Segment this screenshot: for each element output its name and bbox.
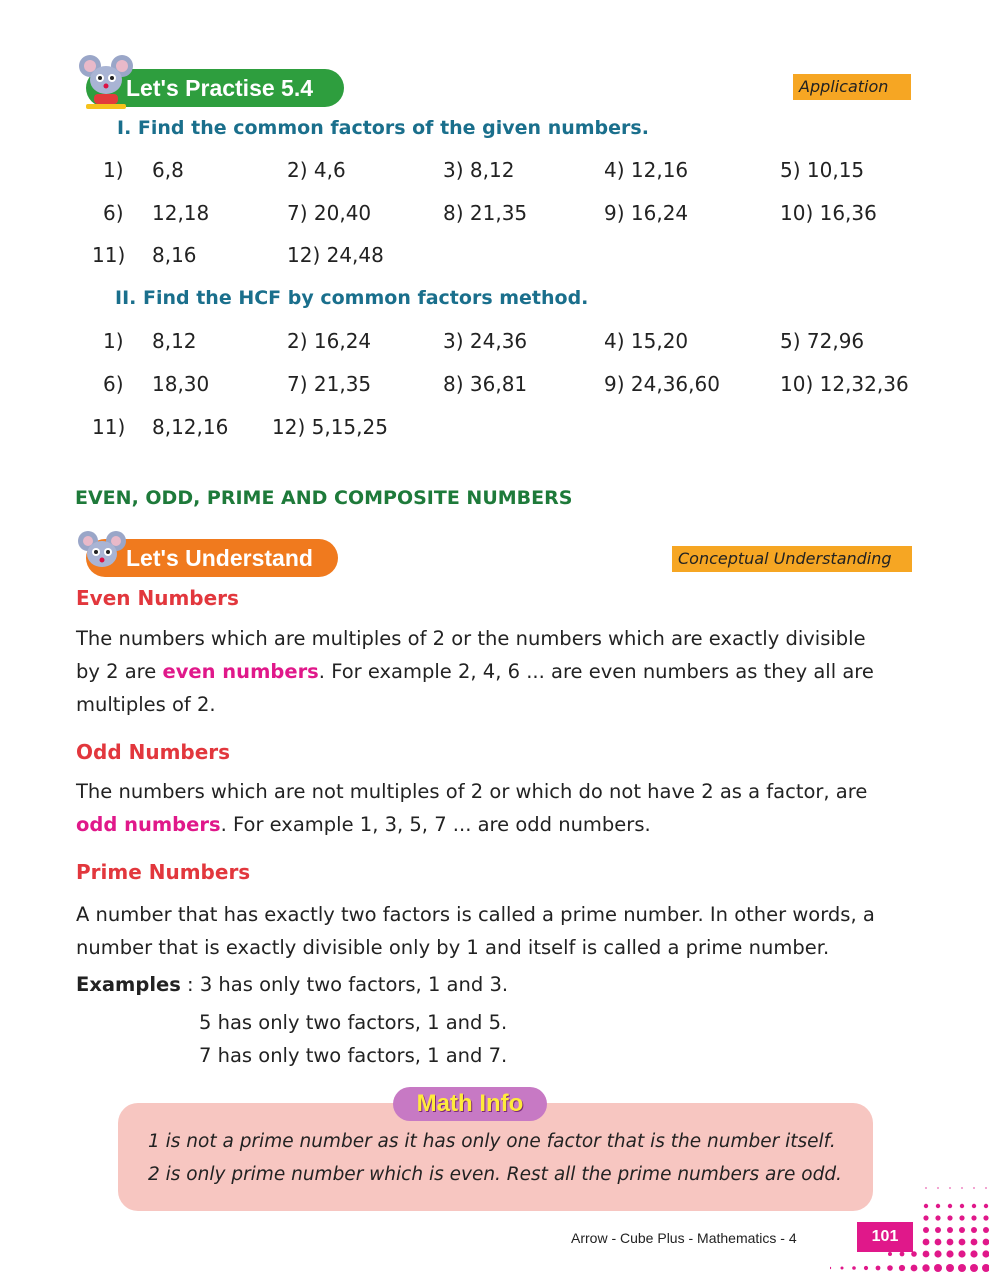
mouse-mascot-icon bbox=[76, 50, 136, 112]
q1-item-value: 12) 24,48 bbox=[287, 243, 384, 267]
q2-item-value: 5) 72,96 bbox=[780, 329, 865, 353]
q2-item-value: 9) 24,36,60 bbox=[604, 372, 720, 396]
q2-item-number: 11) bbox=[92, 415, 126, 439]
section-title: EVEN, ODD, PRIME AND COMPOSITE NUMBERS bbox=[75, 487, 573, 509]
prime-line-1: A number that has exactly two factors is called a prime number. In other words, a bbox=[76, 903, 875, 926]
prime-numbers-heading: Prime Numbers bbox=[76, 860, 251, 884]
example-item: 5 has only two factors, 1 and 5. bbox=[199, 1011, 508, 1034]
even-line-3: multiples of 2. bbox=[76, 693, 216, 716]
practise-banner-label: Let's Practise 5.4 bbox=[126, 75, 314, 101]
even-line-2-post: . For example 2, 4, 6 ... are even numbers as they all are bbox=[318, 660, 874, 683]
understand-banner-label: Let's Understand bbox=[126, 545, 313, 571]
q2-item-value: 8,12,16 bbox=[152, 415, 229, 439]
question-2-heading: II. Find the HCF by common factors method. bbox=[115, 287, 589, 309]
q2-item-value: 8,12 bbox=[152, 329, 197, 353]
even-numbers-highlight: even numbers bbox=[162, 660, 319, 683]
footer-book-title: Arrow - Cube Plus - Mathematics - 4 bbox=[571, 1230, 797, 1246]
q2-item-value: 12) 5,15,25 bbox=[272, 415, 388, 439]
q1-item-value: 9) 16,24 bbox=[604, 201, 689, 225]
q1-item-value: 2) 4,6 bbox=[287, 158, 346, 182]
q2-item-value: 10) 12,32,36 bbox=[780, 372, 909, 396]
prime-line-2: number that is exactly divisible only by 1 and itself is called a prime number. bbox=[76, 936, 830, 959]
q2-item-value: 4) 15,20 bbox=[604, 329, 689, 353]
q1-item-value: 6,8 bbox=[152, 158, 184, 182]
even-line-1: The numbers which are multiples of 2 or the numbers which are exactly divisible bbox=[76, 627, 866, 650]
mouse-mascot-icon bbox=[76, 527, 128, 575]
odd-line-1: The numbers which are not multiples of 2 or which do not have 2 as a factor, are bbox=[76, 780, 868, 803]
prime-numbers-paragraph bbox=[76, 898, 916, 964]
q1-item-value: 3) 8,12 bbox=[443, 158, 515, 182]
odd-numbers-highlight: odd numbers bbox=[76, 813, 221, 836]
q1-item-value: 7) 20,40 bbox=[287, 201, 372, 225]
q2-item-value: 18,30 bbox=[152, 372, 210, 396]
even-line-2 bbox=[76, 655, 916, 688]
page-number: 101 bbox=[857, 1222, 913, 1252]
even-numbers-paragraph bbox=[76, 622, 916, 721]
example-item: 3 has only two factors, 1 and 3. bbox=[199, 973, 509, 996]
odd-numbers-paragraph bbox=[76, 775, 916, 841]
q1-item-value: 10) 16,36 bbox=[780, 201, 877, 225]
q1-item-number: 11) bbox=[92, 243, 126, 267]
q1-item-value: 8) 21,35 bbox=[443, 201, 528, 225]
q1-item-value: 5) 10,15 bbox=[780, 158, 865, 182]
question-1-heading: I. Find the common factors of the given numbers. bbox=[117, 117, 649, 139]
q2-item-number: 6) bbox=[103, 372, 124, 396]
q1-item-value: 8,16 bbox=[152, 243, 197, 267]
odd-line-2 bbox=[76, 808, 916, 841]
q2-item-value: 2) 16,24 bbox=[287, 329, 372, 353]
q2-item-value: 8) 36,81 bbox=[443, 372, 528, 396]
conceptual-understanding-tag: Conceptual Understanding bbox=[672, 546, 912, 572]
q1-item-value: 4) 12,16 bbox=[604, 158, 689, 182]
dot-pattern-decoration bbox=[830, 1180, 989, 1280]
examples-line bbox=[76, 968, 508, 1001]
odd-numbers-heading: Odd Numbers bbox=[76, 740, 231, 764]
examples-colon: : bbox=[180, 973, 200, 996]
even-numbers-heading: Even Numbers bbox=[76, 586, 239, 610]
q1-item-number: 1) bbox=[103, 158, 124, 182]
math-info-line-2: 2 is only prime number which is even. Rest all the prime numbers are odd. bbox=[148, 1164, 842, 1185]
application-tag: Application bbox=[793, 74, 911, 100]
example-item: 7 has only two factors, 1 and 7. bbox=[199, 1044, 508, 1067]
even-line-2-pre: by 2 are bbox=[76, 660, 163, 683]
odd-line-2-post: . For example 1, 3, 5, 7 ... are odd numbers. bbox=[220, 813, 651, 836]
q1-item-value: 12,18 bbox=[152, 201, 210, 225]
q2-item-value: 7) 21,35 bbox=[287, 372, 372, 396]
examples-label: Examples bbox=[76, 973, 181, 996]
q2-item-number: 1) bbox=[103, 329, 124, 353]
q1-item-number: 6) bbox=[103, 201, 124, 225]
q2-item-value: 3) 24,36 bbox=[443, 329, 528, 353]
math-info-title: Math Info bbox=[393, 1087, 547, 1121]
math-info-line-1: 1 is not a prime number as it has only one factor that is the number itself. bbox=[148, 1131, 836, 1152]
